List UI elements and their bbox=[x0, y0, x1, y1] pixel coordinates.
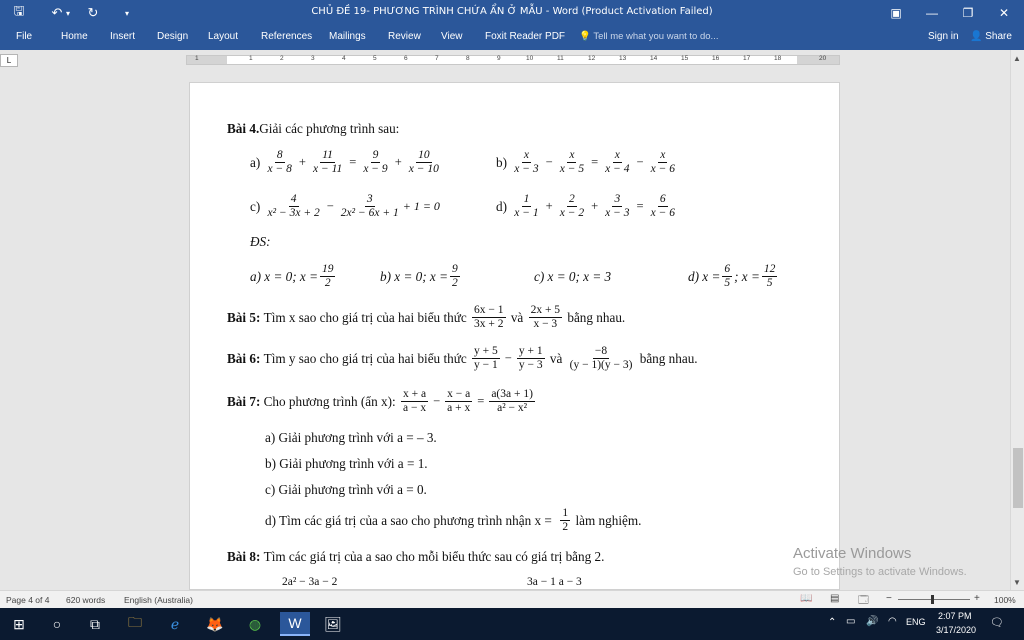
title-bar bbox=[0, 0, 1024, 26]
fraction bbox=[450, 263, 460, 290]
print-layout-icon[interactable]: ▤ bbox=[830, 593, 840, 604]
denominator: 2 bbox=[324, 277, 331, 289]
save-icon[interactable]: 🖫 bbox=[13, 3, 25, 18]
bai4-equation-d: d) $\frac{1}{x - 1}$ + $\frac{2}{x - 2}$ + $\frac{3}{x - 3}$ = $\frac{6}{x - 6}$ bbox=[496, 193, 675, 219]
numerator: x − a bbox=[447, 388, 471, 400]
word-count[interactable]: 620 words bbox=[66, 595, 106, 605]
numerator: 3 bbox=[614, 193, 621, 205]
fraction bbox=[472, 345, 500, 372]
eq-label: a) bbox=[250, 154, 261, 170]
numerator: x bbox=[523, 149, 530, 161]
fraction bbox=[512, 149, 540, 176]
eq-label: b) bbox=[496, 154, 507, 170]
denominator: x − 5 bbox=[559, 163, 585, 175]
fraction bbox=[401, 388, 428, 415]
wifi-icon[interactable]: ◠ bbox=[888, 616, 897, 627]
answer-text: x = 0; x = bbox=[394, 268, 448, 284]
fraction bbox=[320, 263, 336, 290]
denominator: x² − 3x + 2 bbox=[267, 207, 320, 219]
numerator: 12 bbox=[763, 263, 776, 275]
numerator: x + a bbox=[403, 388, 427, 400]
word-taskbar-icon[interactable]: W bbox=[280, 612, 310, 636]
answer-label: b) bbox=[380, 268, 391, 284]
bai5-text: Tìm x sao cho giá trị của hai biểu thức bbox=[263, 309, 467, 325]
ribbon-display-options-button[interactable]: ▣ bbox=[890, 6, 902, 20]
fraction bbox=[361, 149, 389, 176]
tab-file[interactable]: File bbox=[16, 31, 33, 42]
cortana-search-icon[interactable]: ○ bbox=[52, 616, 62, 632]
bai5-tail: bằng nhau. bbox=[567, 309, 626, 325]
zoom-in-icon[interactable]: + bbox=[974, 593, 980, 604]
window-title: CHỦ ĐỀ 19- PHƯƠNG TRÌNH CHỨA ẨN Ở MẪU - Word (Product Activation Failed) bbox=[311, 6, 713, 17]
bai8-partial-b: 3a − 1 a − 3 bbox=[527, 576, 582, 588]
numerator: 1 bbox=[562, 507, 569, 519]
bai7-item-c: c) Giải phương trình với a = 0. bbox=[265, 482, 427, 497]
ruler-number: 6 bbox=[404, 55, 408, 62]
ruler-number: 11 bbox=[557, 55, 564, 62]
notifications-icon[interactable]: 🗨 bbox=[990, 617, 1004, 629]
numerator: 9 bbox=[372, 149, 379, 161]
numerator: 2 bbox=[569, 193, 575, 205]
web-layout-icon[interactable]: 🗔 bbox=[858, 595, 869, 606]
ruler-number: 12 bbox=[588, 55, 596, 62]
denominator: x − 6 bbox=[650, 207, 675, 219]
bai8-heading: Bài 8: bbox=[227, 549, 261, 564]
page-count[interactable]: Page 4 of 4 bbox=[6, 595, 50, 605]
document-page[interactable] bbox=[189, 82, 840, 590]
bai8-line bbox=[227, 549, 604, 565]
undo-dropdown-icon[interactable]: ▾ bbox=[65, 8, 70, 18]
ruler-number: 10 bbox=[526, 55, 534, 62]
zoom-slider[interactable] bbox=[898, 599, 970, 600]
bai7-item-a: a) Giải phương trình với a = – 3. bbox=[265, 430, 437, 445]
denominator: x − 1 bbox=[514, 207, 539, 219]
battery-icon[interactable]: ▭ bbox=[846, 616, 856, 627]
answer-d bbox=[688, 263, 779, 290]
close-button[interactable]: ✕ bbox=[998, 6, 1010, 20]
numerator: 6 bbox=[659, 193, 666, 205]
bai7-heading: Bài 7: bbox=[227, 393, 261, 409]
clock-date[interactable]: 3/17/2020 bbox=[936, 625, 977, 635]
denominator: a + x bbox=[447, 402, 471, 414]
ruler-number: 1 bbox=[195, 55, 199, 62]
answer-label: c) bbox=[534, 269, 545, 284]
ruler-number: 2 bbox=[280, 55, 284, 62]
lightbulb-icon: 💡 bbox=[579, 31, 591, 42]
bai6-line: Bài 6: Tìm y sao cho giá trị của hai biểu thức $\frac{y + 5}{y - 1}$ − $\frac{y + 1}{y - 3}$ và $\frac{-8}{(y - 1)(y - 3)}$ bằng nhau. bbox=[227, 345, 698, 371]
tab-references[interactable]: References bbox=[261, 31, 313, 42]
denominator: (y − 1)(y − 3) bbox=[569, 359, 633, 371]
numerator: −8 bbox=[594, 345, 608, 357]
ruler-number: 3 bbox=[311, 55, 315, 62]
language-indicator[interactable]: English (Australia) bbox=[124, 595, 193, 605]
fraction bbox=[339, 193, 401, 220]
tab-design[interactable]: Design bbox=[157, 31, 189, 42]
numerator: x bbox=[569, 149, 575, 161]
fraction bbox=[762, 263, 778, 290]
tab-layout[interactable]: Layout bbox=[208, 31, 239, 42]
denominator: x − 11 bbox=[312, 163, 343, 175]
tell-me-search[interactable] bbox=[579, 31, 718, 42]
denominator: x − 6 bbox=[650, 163, 675, 175]
numerator: 10 bbox=[418, 149, 430, 161]
share-button[interactable] bbox=[970, 31, 1012, 42]
answer-text: x = 0; x = bbox=[264, 268, 318, 284]
denominator: a − x bbox=[403, 402, 427, 414]
task-view-icon[interactable]: ⧉ bbox=[90, 615, 100, 632]
numerator: 3 bbox=[366, 193, 373, 205]
numerator: 19 bbox=[321, 263, 334, 275]
numerator: 2x + 5 bbox=[530, 304, 561, 316]
file-explorer-icon[interactable]: 🗀 bbox=[128, 614, 142, 630]
ruler-number: 18 bbox=[774, 55, 782, 62]
numerator: y + 1 bbox=[518, 345, 543, 357]
fraction bbox=[558, 193, 586, 220]
and-word: và bbox=[510, 309, 524, 325]
scroll-down-icon[interactable]: ▼ bbox=[1013, 578, 1021, 587]
minimize-button[interactable]: — bbox=[926, 6, 938, 20]
ruler-number: 7 bbox=[435, 55, 439, 62]
answer-text: x = bbox=[702, 268, 721, 284]
fraction bbox=[529, 304, 563, 331]
app-icon[interactable]: ◍ bbox=[248, 615, 262, 632]
tell-me-placeholder: Tell me what you want to do... bbox=[593, 31, 719, 42]
tab-view[interactable]: View bbox=[441, 31, 463, 42]
denominator: y − 3 bbox=[518, 359, 543, 371]
eq-label: d) bbox=[496, 198, 507, 214]
denominator: 2 bbox=[562, 521, 569, 533]
denominator: 5 bbox=[766, 277, 773, 289]
numerator: y + 5 bbox=[474, 345, 498, 357]
bai4-text: Giải các phương trình sau: bbox=[259, 121, 400, 136]
clock-time[interactable]: 2:07 PM bbox=[938, 611, 972, 621]
activation-watermark-subtitle: Go to Settings to activate Windows. bbox=[793, 566, 967, 578]
scroll-up-icon[interactable]: ▲ bbox=[1013, 54, 1021, 63]
bai6-heading: Bài 6: bbox=[227, 350, 261, 366]
ruler-number: 20 bbox=[819, 55, 827, 62]
ruler-number: 13 bbox=[619, 55, 627, 62]
bai5-line bbox=[227, 304, 625, 331]
ruler-right-margin bbox=[797, 56, 839, 64]
fraction bbox=[649, 149, 677, 176]
ribbon-tabs bbox=[0, 26, 1024, 50]
vertical-scrollbar[interactable] bbox=[1010, 50, 1024, 590]
redo-icon[interactable]: ↻ bbox=[87, 5, 99, 20]
activation-watermark-title: Activate Windows bbox=[793, 545, 912, 562]
numerator: 6x − 1 bbox=[474, 304, 504, 316]
numerator: 11 bbox=[322, 149, 333, 161]
numerator: 8 bbox=[276, 149, 283, 161]
fraction bbox=[311, 149, 344, 176]
numerator: x bbox=[614, 149, 620, 161]
answer-b bbox=[380, 263, 462, 290]
denominator: 2x² − 6x + 1 bbox=[340, 207, 399, 219]
bai4-equation-b: b) $\frac{x}{x - 3}$ − $\frac{x}{x - 5}$ = $\frac{x}{x - 4}$ − $\frac{x}{x - 6}$ bbox=[496, 149, 675, 175]
fraction bbox=[603, 193, 631, 220]
bai7-item-d bbox=[265, 507, 641, 534]
denominator: 2 bbox=[451, 277, 458, 289]
ruler-number: 16 bbox=[712, 55, 720, 62]
tab-mailings[interactable]: Mailings bbox=[329, 31, 366, 42]
undo-icon[interactable]: ↶ bbox=[51, 5, 63, 20]
numerator: a(3a + 1) bbox=[491, 388, 533, 400]
eq-label: c) bbox=[250, 198, 261, 214]
answer-text: x = 0; x = 3 bbox=[547, 269, 612, 284]
denominator: x − 2 bbox=[559, 207, 585, 219]
fraction bbox=[649, 193, 677, 220]
volume-icon[interactable]: 🔊 bbox=[866, 616, 879, 627]
windows-start-icon[interactable]: ⊞ bbox=[13, 615, 25, 632]
ruler-number: 14 bbox=[650, 55, 658, 62]
input-language[interactable]: ENG bbox=[906, 617, 926, 627]
firefox-icon[interactable]: 🦊 bbox=[206, 615, 224, 632]
bai4-equation-a: a) $\frac{8}{x - 8}$ + $\frac{11}{x - 11}$ = $\frac{9}{x - 9}$ + $\frac{10}{x - 10}$ bbox=[250, 149, 439, 175]
zoom-out-icon[interactable]: − bbox=[886, 593, 892, 604]
ruler-number: 4 bbox=[342, 55, 346, 62]
fraction bbox=[472, 304, 506, 331]
answer-a bbox=[250, 263, 337, 290]
fraction bbox=[266, 149, 294, 176]
and-word: và bbox=[549, 350, 563, 366]
numerator: 6 bbox=[724, 263, 731, 275]
customize-quick-access-icon[interactable]: ▾ bbox=[124, 8, 129, 18]
horizontal-ruler[interactable] bbox=[186, 55, 840, 65]
denominator: x − 3 bbox=[605, 207, 630, 219]
tab-selector[interactable]: L bbox=[0, 54, 18, 67]
photos-icon[interactable]: 🖼 bbox=[324, 615, 342, 632]
fraction bbox=[568, 345, 635, 372]
fraction bbox=[560, 507, 570, 534]
bai7-text: Cho phương trình (ẩn x): bbox=[263, 393, 396, 409]
ruler-number: 15 bbox=[681, 55, 689, 62]
fraction bbox=[512, 193, 540, 220]
ruler-number: 8 bbox=[466, 55, 470, 62]
bai4-heading-line bbox=[227, 121, 399, 137]
bai7-item-d-text: d) Tìm các giá trị của a sao cho phương trình nhận x = bbox=[265, 512, 552, 528]
numerator: 9 bbox=[451, 263, 458, 275]
ruler-left-margin bbox=[187, 56, 227, 64]
fraction bbox=[517, 345, 545, 372]
edge-icon[interactable]: ℯ bbox=[170, 615, 180, 632]
tab-foxit-reader-pdf[interactable]: Foxit Reader PDF bbox=[485, 31, 566, 42]
bai4-heading: Bài 4. bbox=[227, 121, 260, 136]
ruler-number: 17 bbox=[743, 55, 751, 62]
answers-label: ĐS: bbox=[250, 234, 271, 249]
bai8-text: Tìm các giá trị của a sao cho mỗi biểu thức sau có giá trị bằng 2. bbox=[263, 549, 605, 564]
bai7-line: Bài 7: Cho phương trình (ẩn x): $\frac{x + a}{a - x}$ − $\frac{x - a}{a + x}$ = $\frac{a(3a + 1)}{\text{a² − x²}}$ bbox=[227, 388, 533, 414]
denominator: 3x + 2 bbox=[474, 318, 504, 330]
fraction bbox=[407, 149, 441, 176]
share-label: Share bbox=[985, 31, 1012, 42]
tab-review[interactable]: Review bbox=[388, 31, 421, 42]
zoom-slider-thumb[interactable] bbox=[931, 595, 934, 604]
answer-label: a) bbox=[250, 268, 261, 284]
tray-overflow-icon[interactable]: ⌃ bbox=[828, 617, 837, 628]
fraction bbox=[722, 263, 732, 290]
fraction bbox=[266, 193, 322, 220]
answer-text: ; x = bbox=[734, 268, 760, 284]
status-bar bbox=[0, 590, 1024, 608]
denominator: x − 4 bbox=[605, 163, 630, 175]
ruler-number: 1 bbox=[249, 55, 253, 62]
bai8-partial-a: 2a² − 3a − 2 bbox=[282, 576, 338, 588]
maximize-button[interactable]: ❐ bbox=[962, 6, 974, 20]
bai7-item-b: b) Giải phương trình với a = 1. bbox=[265, 456, 428, 471]
answer-label: d) bbox=[688, 268, 699, 284]
denominator: x − 9 bbox=[363, 163, 388, 175]
bai5-heading: Bài 5: bbox=[227, 309, 261, 325]
bai6-tail: bằng nhau. bbox=[639, 350, 698, 366]
zoom-level[interactable]: 100% bbox=[994, 595, 1016, 605]
denominator: 5 bbox=[724, 277, 731, 289]
denominator: a² − x² bbox=[497, 402, 528, 414]
fraction bbox=[558, 149, 586, 176]
sign-in-link[interactable]: Sign in bbox=[928, 31, 959, 42]
bai7-item-d-tail: làm nghiệm. bbox=[575, 512, 642, 528]
denominator: x − 10 bbox=[408, 163, 439, 175]
bai4-equation-c: c) $\frac{4}{\text{x² − 3x + 2}}$ − $\frac{3}{\text{2x² − 6x + 1}}$ + 1 = 0 bbox=[250, 193, 440, 219]
numerator: 1 bbox=[523, 193, 530, 205]
bai6-text: Tìm y sao cho giá trị của hai biểu thức bbox=[263, 350, 467, 366]
fraction bbox=[603, 149, 631, 176]
denominator: x − 3 bbox=[514, 163, 539, 175]
eq-tail: + 1 = 0 bbox=[402, 199, 440, 213]
scrollbar-thumb[interactable] bbox=[1013, 448, 1023, 508]
denominator: x − 8 bbox=[267, 163, 292, 175]
fraction bbox=[445, 388, 472, 415]
taskbar bbox=[0, 608, 1024, 640]
ruler-number: 9 bbox=[497, 55, 501, 62]
numerator: 4 bbox=[290, 193, 297, 205]
tab-home[interactable]: Home bbox=[61, 31, 88, 42]
read-mode-icon[interactable]: 📖 bbox=[800, 593, 813, 604]
denominator: y − 1 bbox=[474, 359, 498, 371]
fraction bbox=[489, 388, 535, 415]
tab-insert[interactable]: Insert bbox=[110, 31, 136, 42]
denominator: x − 3 bbox=[533, 318, 558, 330]
ruler-number: 5 bbox=[373, 55, 377, 62]
person-icon: 👤 bbox=[970, 31, 983, 42]
numerator: x bbox=[660, 149, 666, 161]
answer-c bbox=[534, 269, 611, 285]
